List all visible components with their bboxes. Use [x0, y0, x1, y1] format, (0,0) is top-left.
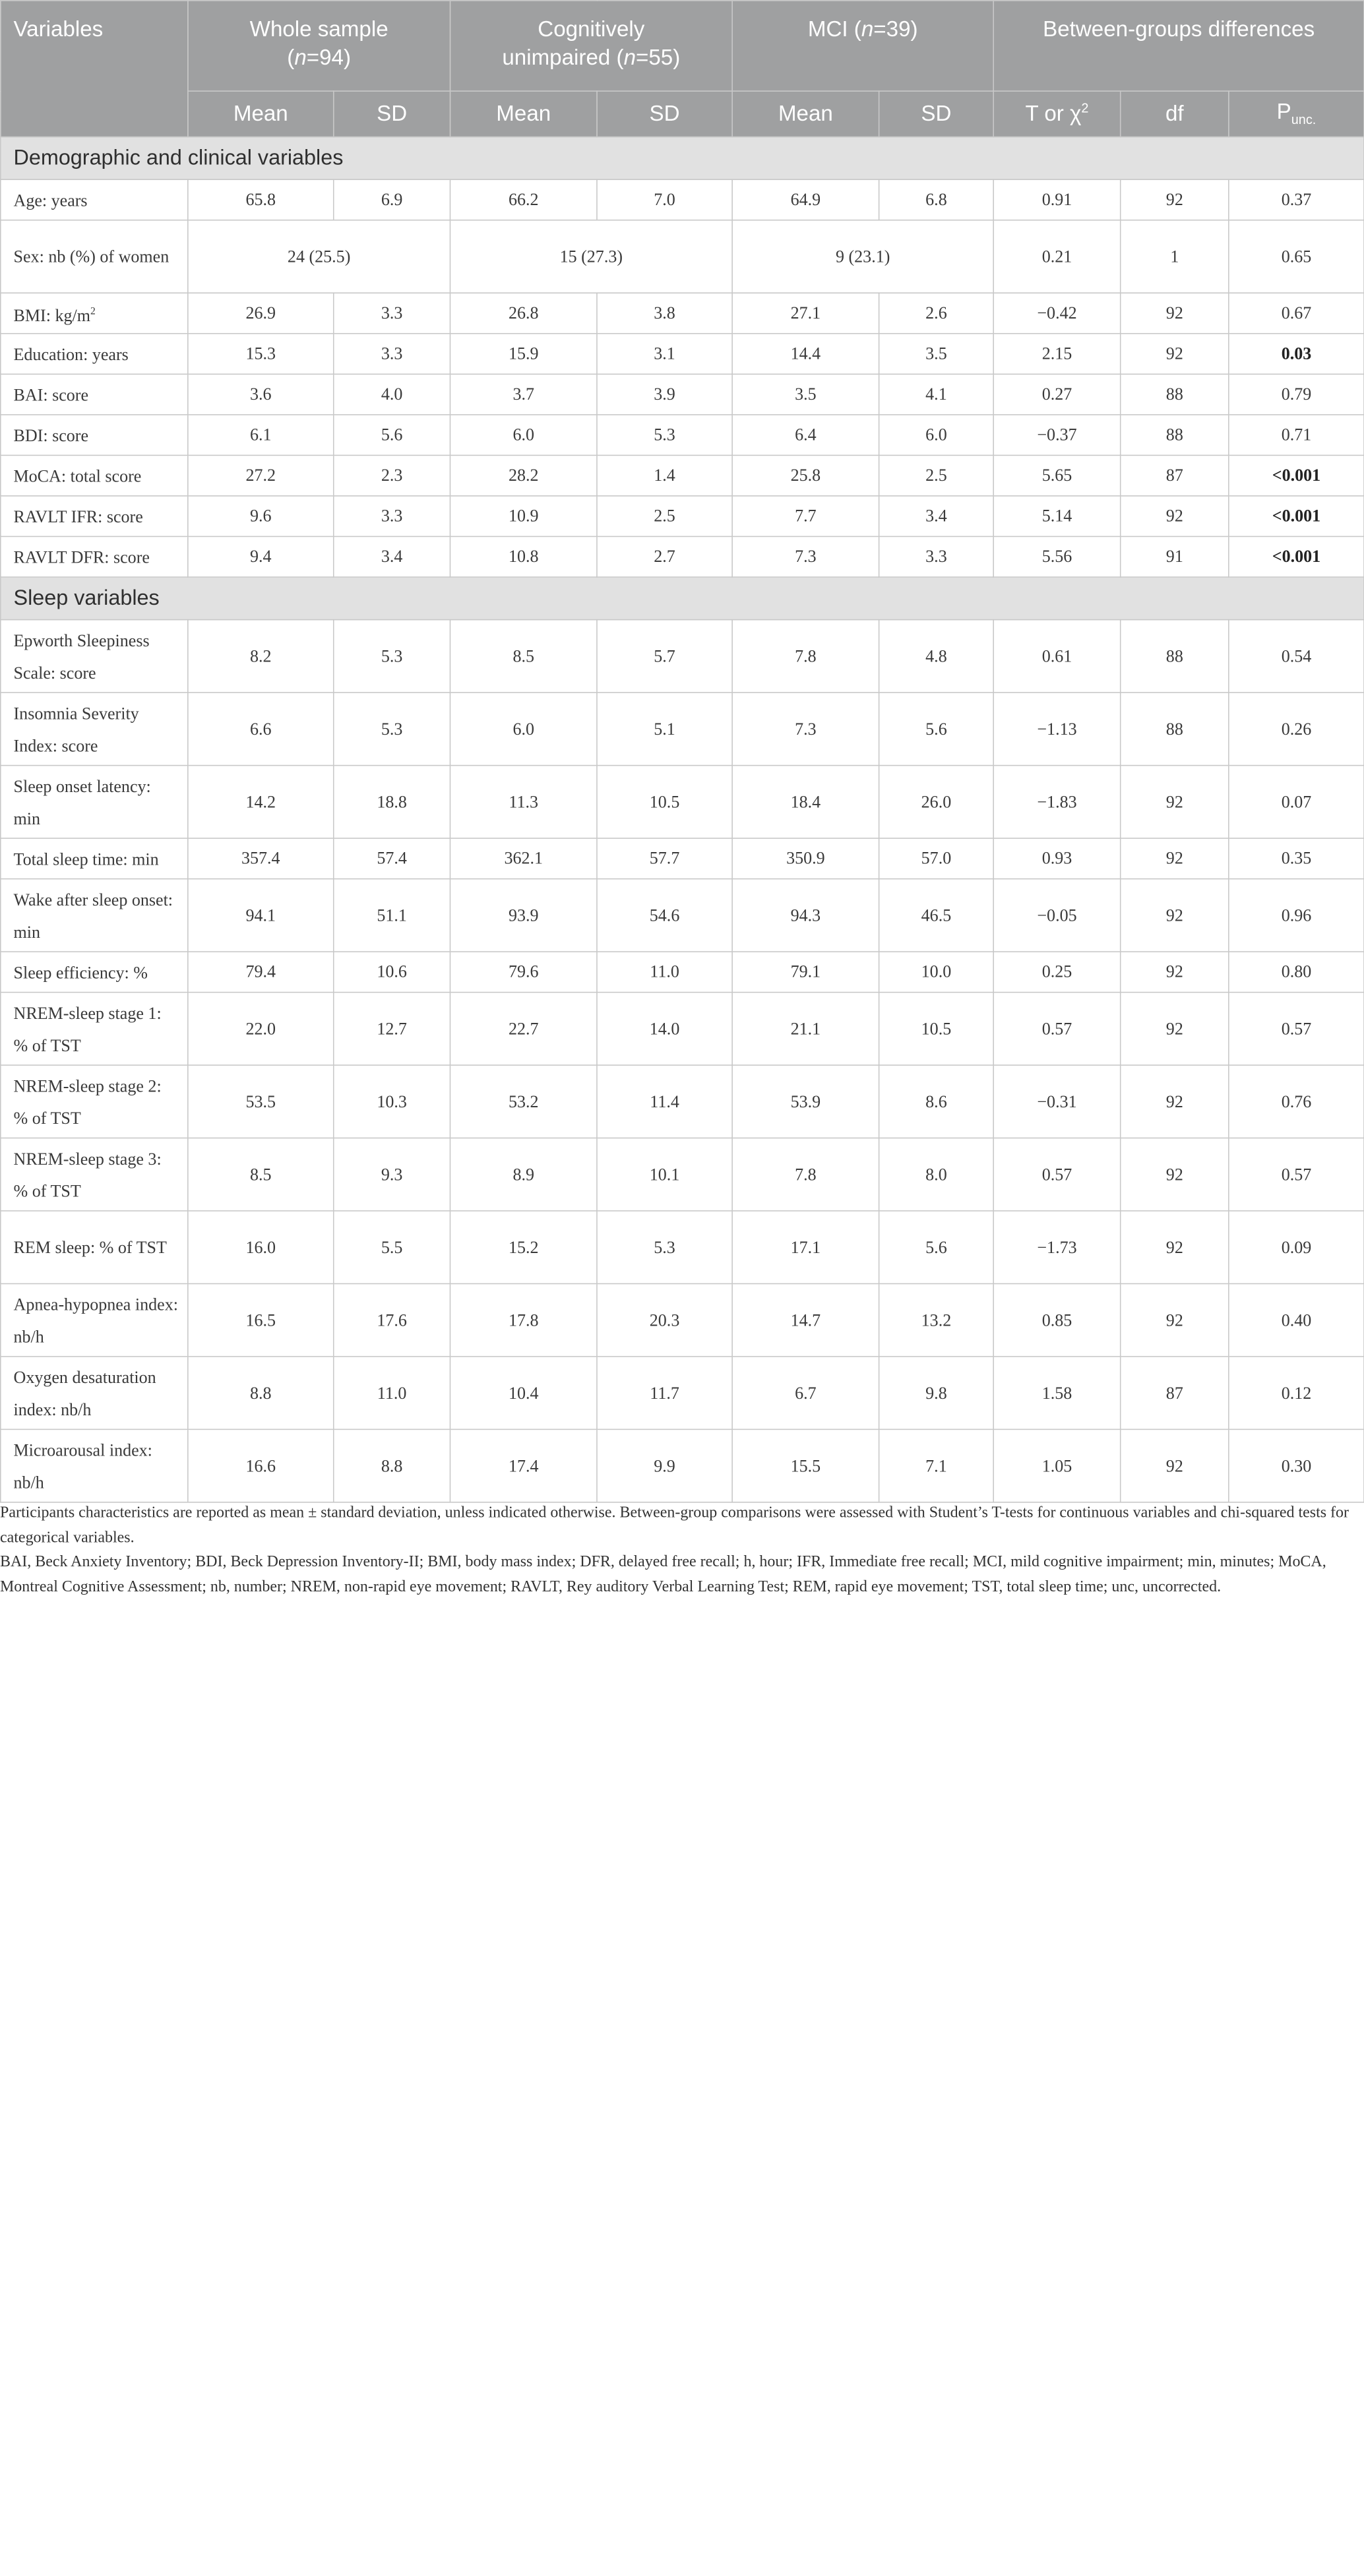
footnote-abbreviations: BAI, Beck Anxiety Inventory; BDI, Beck Depression Inventory-II; BMI, body mass index; DFR, delayed free recall; h, hour; IFR, Immediate free recall; MCI, mild cognitive impairment; min, minutes; MoCA, Montreal Cognitive Assessment; nb, number; NREM, non-rapid eye movement; RAVLT, Rey auditory Verbal Learning Test; REM, rapid eye movement; TST, total sleep time; unc, uncorrected. [0, 1552, 1326, 1595]
cu-mean: 22.7 [450, 993, 596, 1065]
mci-mean: 7.3 [732, 536, 879, 577]
whole-mean: 22.0 [188, 993, 334, 1065]
p-unc: 0.67 [1229, 293, 1364, 334]
df: 88 [1121, 620, 1229, 692]
p-unc: <0.001 [1229, 536, 1364, 577]
t-or-chi: 0.25 [993, 952, 1121, 993]
df: 92 [1121, 1429, 1229, 1502]
table-row [1, 838, 1364, 879]
whole-mean: 6.1 [188, 415, 334, 456]
df: 92 [1121, 952, 1229, 993]
cu-mean: 3.7 [450, 374, 596, 415]
table-row [1, 536, 1364, 577]
cu-sd: 14.0 [597, 993, 732, 1065]
p-unc: 0.79 [1229, 374, 1364, 415]
table-row [1, 879, 1364, 952]
p-unc: 0.71 [1229, 415, 1364, 456]
p-unc: 0.35 [1229, 838, 1364, 879]
t-or-chi: 1.58 [993, 1357, 1121, 1429]
cu-count: 15 (27.3) [450, 220, 732, 293]
mci-mean: 18.4 [732, 766, 879, 838]
cu-sd: 11.0 [597, 952, 732, 993]
cu-sd: 2.5 [597, 496, 732, 537]
cu-mean: 79.6 [450, 952, 596, 993]
cu-sd: 5.7 [597, 620, 732, 692]
table-row [1, 620, 1364, 692]
variable-label: Apnea-hypopnea index: nb/h [1, 1283, 188, 1356]
cu-mean: 10.8 [450, 536, 596, 577]
whole-sd: 4.0 [334, 374, 450, 415]
whole-sd: 5.5 [334, 1211, 450, 1283]
p-unc: <0.001 [1229, 455, 1364, 496]
p-unc: 0.65 [1229, 220, 1364, 293]
whole-mean: 27.2 [188, 455, 334, 496]
table-footnotes [0, 1500, 1353, 1598]
p-unc: 0.12 [1229, 1357, 1364, 1429]
df: 92 [1121, 179, 1229, 220]
mci-sd: 46.5 [879, 879, 994, 952]
t-or-chi: 0.27 [993, 374, 1121, 415]
df: 92 [1121, 293, 1229, 334]
whole-mean: 94.1 [188, 879, 334, 952]
t-or-chi: 5.65 [993, 455, 1121, 496]
p-unc: 0.57 [1229, 1138, 1364, 1211]
variable-label: BMI: $kg/m^2$ [1, 293, 188, 334]
t-or-chi: 0.93 [993, 838, 1121, 879]
t-or-chi: 0.85 [993, 1283, 1121, 1356]
p-unc: 0.54 [1229, 620, 1364, 692]
mci-mean: 7.3 [732, 692, 879, 765]
variable-label: Sex: nb (%) of women [1, 220, 188, 293]
whole-sd: 6.9 [334, 179, 450, 220]
whole-mean: 357.4 [188, 838, 334, 879]
t-or-chi: 0.61 [993, 620, 1121, 692]
cu-sd: 2.7 [597, 536, 732, 577]
t-or-chi: 5.14 [993, 496, 1121, 537]
mci-sd: 13.2 [879, 1283, 994, 1356]
whole-mean: 8.8 [188, 1357, 334, 1429]
whole-mean: 15.3 [188, 334, 334, 375]
df: 92 [1121, 766, 1229, 838]
table-row [1, 179, 1364, 220]
table-row [1, 293, 1364, 334]
variable-label: Oxygen desaturation index: nb/h [1, 1357, 188, 1429]
p-unc: 0.30 [1229, 1429, 1364, 1502]
df: 92 [1121, 1283, 1229, 1356]
whole-mean: 3.6 [188, 374, 334, 415]
table-row [1, 1357, 1364, 1429]
header-sd: SD [597, 91, 732, 137]
header-mean: Mean [450, 91, 596, 137]
whole-sd: 5.3 [334, 692, 450, 765]
header-p-unc: $P_{unc.}$ [1229, 91, 1364, 137]
whole-mean: 65.8 [188, 179, 334, 220]
p-unc: 0.09 [1229, 1211, 1364, 1283]
t-or-chi: 1.05 [993, 1429, 1121, 1502]
cu-mean: 17.4 [450, 1429, 596, 1502]
cu-sd: 11.7 [597, 1357, 732, 1429]
p-unc: 0.57 [1229, 993, 1364, 1065]
header-mean: Mean [188, 91, 334, 137]
table-row [1, 374, 1364, 415]
table-row [1, 1429, 1364, 1502]
mci-sd: 7.1 [879, 1429, 994, 1502]
whole-sample-count: 24 (25.5) [188, 220, 450, 293]
table-row [1, 1065, 1364, 1138]
mci-mean: 21.1 [732, 993, 879, 1065]
whole-mean: 8.2 [188, 620, 334, 692]
table-row [1, 220, 1364, 293]
whole-mean: 14.2 [188, 766, 334, 838]
cu-sd: 54.6 [597, 879, 732, 952]
whole-sd: 51.1 [334, 879, 450, 952]
t-or-chi: −0.05 [993, 879, 1121, 952]
mci-sd: 5.6 [879, 692, 994, 765]
mci-mean: 7.8 [732, 620, 879, 692]
cu-sd: 5.1 [597, 692, 732, 765]
df: 92 [1121, 1065, 1229, 1138]
variable-label: Education: years [1, 334, 188, 375]
whole-sd: 10.6 [334, 952, 450, 993]
mci-sd: 4.1 [879, 374, 994, 415]
cu-mean: 26.8 [450, 293, 596, 334]
df: 1 [1121, 220, 1229, 293]
t-or-chi: −1.73 [993, 1211, 1121, 1283]
t-or-chi: 0.91 [993, 179, 1121, 220]
p-unc: 0.96 [1229, 879, 1364, 952]
section-row [1, 137, 1364, 180]
t-or-chi: −0.42 [993, 293, 1121, 334]
cu-mean: 66.2 [450, 179, 596, 220]
t-or-chi: 0.57 [993, 993, 1121, 1065]
mci-mean: 15.5 [732, 1429, 879, 1502]
header-whole-sample-label: Whole sample [249, 17, 388, 42]
t-or-chi: 0.21 [993, 220, 1121, 293]
table-row [1, 334, 1364, 375]
whole-sd: 57.4 [334, 838, 450, 879]
whole-sd: 10.3 [334, 1065, 450, 1138]
mci-mean: 7.7 [732, 496, 879, 537]
header-row-stats [1, 91, 1364, 137]
mci-mean: 350.9 [732, 838, 879, 879]
cu-sd: 7.0 [597, 179, 732, 220]
variable-label: Wake after sleep onset: min [1, 879, 188, 952]
whole-sd: 5.6 [334, 415, 450, 456]
cu-sd: 10.1 [597, 1138, 732, 1211]
whole-sd: 18.8 [334, 766, 450, 838]
variable-label: BAI: score [1, 374, 188, 415]
df: 88 [1121, 415, 1229, 456]
variable-label: Sleep efficiency: % [1, 952, 188, 993]
table-row [1, 1138, 1364, 1211]
t-or-chi: 5.56 [993, 536, 1121, 577]
cu-sd: 3.1 [597, 334, 732, 375]
cu-mean: 15.9 [450, 334, 596, 375]
mci-sd: 57.0 [879, 838, 994, 879]
t-or-chi: −0.31 [993, 1065, 1121, 1138]
whole-sd: 8.8 [334, 1429, 450, 1502]
whole-mean: 6.6 [188, 692, 334, 765]
header-mci: MCI (n=39) [732, 1, 993, 91]
variable-label: Sleep onset latency: min [1, 766, 188, 838]
variable-label: Total sleep time: min [1, 838, 188, 879]
df: 92 [1121, 993, 1229, 1065]
t-or-chi: −1.83 [993, 766, 1121, 838]
cu-sd: 3.9 [597, 374, 732, 415]
mci-mean: 25.8 [732, 455, 879, 496]
mci-sd: 2.5 [879, 455, 994, 496]
mci-sd: 6.8 [879, 179, 994, 220]
cu-mean: 10.4 [450, 1357, 596, 1429]
whole-sd: 3.3 [334, 496, 450, 537]
mci-sd: 5.6 [879, 1211, 994, 1283]
variable-label: NREM-sleep stage 2: % of TST [1, 1065, 188, 1138]
table-row [1, 952, 1364, 993]
df: 92 [1121, 1138, 1229, 1211]
whole-sd: 3.3 [334, 334, 450, 375]
header-variables: Variables [1, 1, 188, 137]
footnote-methods: Participants characteristics are reported as mean ± standard deviation, unless indicated otherwise. Between-group comparisons were assessed with Student’s T-tests for continuous variables and chi-squared tests for categorical variables. [0, 1504, 1349, 1547]
t-or-chi: −1.13 [993, 692, 1121, 765]
p-unc: 0.03 [1229, 334, 1364, 375]
whole-sd: 3.3 [334, 293, 450, 334]
header-between-groups: Between-groups differences [993, 1, 1364, 91]
df: 92 [1121, 838, 1229, 879]
cu-sd: 11.4 [597, 1065, 732, 1138]
mci-mean: 27.1 [732, 293, 879, 334]
whole-mean: 16.6 [188, 1429, 334, 1502]
header-df: df [1121, 91, 1229, 137]
cu-sd: 10.5 [597, 766, 732, 838]
variable-label: NREM-sleep stage 3: % of TST [1, 1138, 188, 1211]
header-t-or-chi: T or $\chi^2$ [993, 91, 1121, 137]
cu-sd: 5.3 [597, 415, 732, 456]
cu-mean: 8.9 [450, 1138, 596, 1211]
table-row [1, 993, 1364, 1065]
variable-label: RAVLT IFR: score [1, 496, 188, 537]
cu-mean: 10.9 [450, 496, 596, 537]
t-or-chi: −0.37 [993, 415, 1121, 456]
whole-sd: 3.4 [334, 536, 450, 577]
section-title: Demographic and clinical variables [1, 137, 1364, 180]
p-unc: <0.001 [1229, 496, 1364, 537]
whole-mean: 9.4 [188, 536, 334, 577]
header-mean: Mean [732, 91, 879, 137]
mci-sd: 8.6 [879, 1065, 994, 1138]
mci-sd: 2.6 [879, 293, 994, 334]
whole-mean: 79.4 [188, 952, 334, 993]
t-or-chi: 2.15 [993, 334, 1121, 375]
whole-sd: 11.0 [334, 1357, 450, 1429]
mci-mean: 6.4 [732, 415, 879, 456]
whole-sd: 2.3 [334, 455, 450, 496]
df: 87 [1121, 1357, 1229, 1429]
df: 92 [1121, 1211, 1229, 1283]
header-cognitively-unimpaired [450, 1, 732, 91]
cu-mean: 17.8 [450, 1283, 596, 1356]
whole-mean: 8.5 [188, 1138, 334, 1211]
header-whole-sample-n: (n=94) [287, 46, 352, 70]
table-row [1, 766, 1364, 838]
mci-mean: 79.1 [732, 952, 879, 993]
variable-label: Epworth Sleepiness Scale: score [1, 620, 188, 692]
df: 91 [1121, 536, 1229, 577]
mci-mean: 17.1 [732, 1211, 879, 1283]
mci-mean: 14.4 [732, 334, 879, 375]
mci-sd: 9.8 [879, 1357, 994, 1429]
section-row [1, 577, 1364, 620]
mci-mean: 53.9 [732, 1065, 879, 1138]
cu-sd: 57.7 [597, 838, 732, 879]
table-row [1, 1211, 1364, 1283]
whole-mean: 26.9 [188, 293, 334, 334]
whole-mean: 16.0 [188, 1211, 334, 1283]
p-unc: 0.40 [1229, 1283, 1364, 1356]
table-row [1, 496, 1364, 537]
variable-label: Age: years [1, 179, 188, 220]
header-cu-label: Cognitively [538, 17, 645, 42]
cu-mean: 6.0 [450, 692, 596, 765]
mci-mean: 14.7 [732, 1283, 879, 1356]
mci-sd: 4.8 [879, 620, 994, 692]
mci-sd: 8.0 [879, 1138, 994, 1211]
df: 88 [1121, 374, 1229, 415]
cu-mean: 15.2 [450, 1211, 596, 1283]
whole-mean: 53.5 [188, 1065, 334, 1138]
df: 92 [1121, 496, 1229, 537]
table-row [1, 455, 1364, 496]
p-unc: 0.80 [1229, 952, 1364, 993]
p-unc: 0.76 [1229, 1065, 1364, 1138]
mci-mean: 6.7 [732, 1357, 879, 1429]
cu-mean: 6.0 [450, 415, 596, 456]
p-unc: 0.37 [1229, 179, 1364, 220]
p-unc: 0.07 [1229, 766, 1364, 838]
section-title: Sleep variables [1, 577, 1364, 620]
variable-label: MoCA: total score [1, 455, 188, 496]
p-unc: 0.26 [1229, 692, 1364, 765]
variable-label: Microarousal index: nb/h [1, 1429, 188, 1502]
cu-sd: 5.3 [597, 1211, 732, 1283]
cu-mean: 93.9 [450, 879, 596, 952]
df: 88 [1121, 692, 1229, 765]
whole-mean: 16.5 [188, 1283, 334, 1356]
df: 92 [1121, 334, 1229, 375]
cu-sd: 20.3 [597, 1283, 732, 1356]
cu-mean: 11.3 [450, 766, 596, 838]
cu-mean: 8.5 [450, 620, 596, 692]
table-row [1, 1283, 1364, 1356]
table-body [1, 137, 1364, 1502]
variable-label: BDI: score [1, 415, 188, 456]
whole-mean: 9.6 [188, 496, 334, 537]
variable-label: RAVLT DFR: score [1, 536, 188, 577]
header-cu-n: unimpaired (n=55) [502, 46, 681, 70]
whole-sd: 12.7 [334, 993, 450, 1065]
cu-mean: 53.2 [450, 1065, 596, 1138]
table-row [1, 692, 1364, 765]
t-or-chi: 0.57 [993, 1138, 1121, 1211]
whole-sd: 17.6 [334, 1283, 450, 1356]
mci-mean: 3.5 [732, 374, 879, 415]
whole-sd: 5.3 [334, 620, 450, 692]
cu-mean: 28.2 [450, 455, 596, 496]
cu-sd: 9.9 [597, 1429, 732, 1502]
header-sd: SD [879, 91, 994, 137]
mci-mean: 94.3 [732, 879, 879, 952]
mci-sd: 10.0 [879, 952, 994, 993]
variable-label: REM sleep: % of TST [1, 1211, 188, 1283]
cu-sd: 1.4 [597, 455, 732, 496]
mci-sd: 3.5 [879, 334, 994, 375]
header-sd: SD [334, 91, 450, 137]
variable-label: Insomnia Severity Index: score [1, 692, 188, 765]
mci-sd: 3.3 [879, 536, 994, 577]
header-whole-sample [188, 1, 450, 91]
table-row [1, 415, 1364, 456]
df: 92 [1121, 879, 1229, 952]
mci-mean: 64.9 [732, 179, 879, 220]
variable-label: NREM-sleep stage 1: % of TST [1, 993, 188, 1065]
mci-sd: 26.0 [879, 766, 994, 838]
header-row-groups [1, 1, 1364, 91]
cu-sd: 3.8 [597, 293, 732, 334]
whole-sd: 9.3 [334, 1138, 450, 1211]
mci-mean: 7.8 [732, 1138, 879, 1211]
df: 87 [1121, 455, 1229, 496]
mci-sd: 10.5 [879, 993, 994, 1065]
mci-sd: 3.4 [879, 496, 994, 537]
cu-mean: 362.1 [450, 838, 596, 879]
mci-sd: 6.0 [879, 415, 994, 456]
mci-count: 9 (23.1) [732, 220, 993, 293]
